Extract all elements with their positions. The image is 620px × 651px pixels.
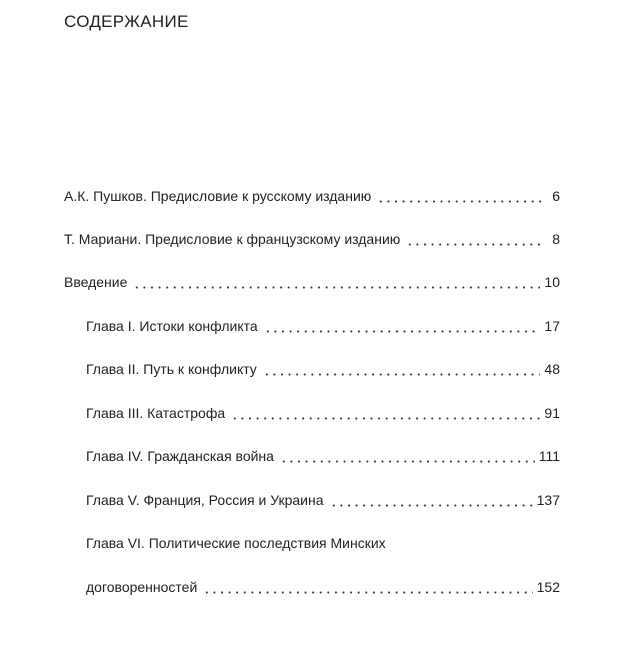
dot-leader <box>264 317 541 335</box>
toc-entry-chapter-5 <box>86 489 560 509</box>
toc-entry-chapter-1 <box>86 315 560 335</box>
toc-entry-label: Глава II. Путь к конфликту <box>86 361 257 377</box>
toc-entry-preface-russian <box>64 185 560 205</box>
toc-entry-label: Глава I. Истоки конфликта <box>86 318 258 334</box>
toc-entry-introduction <box>64 271 560 291</box>
dot-leader <box>280 447 535 465</box>
toc-entry-label: Введение <box>64 274 128 290</box>
toc-entry-label: Т. Мариани. Предисловие к французскому изданию <box>64 231 401 247</box>
toc-entry-label: Глава IV. Гражданская война <box>86 448 274 464</box>
toc-entry-chapter-6 <box>86 576 560 596</box>
toc-entry-preface-french <box>64 228 560 248</box>
toc-entry-chapter-3 <box>86 402 560 422</box>
toc-entry-label: договоренностей <box>86 579 198 595</box>
dot-leader <box>377 187 542 205</box>
dot-leader <box>133 273 540 291</box>
dot-leader <box>263 360 541 378</box>
dot-leader <box>406 230 542 248</box>
toc-entry-page: 152 <box>536 579 560 595</box>
toc-entry-label: Глава V. Франция, Россия и Украина <box>86 492 324 508</box>
dot-leader <box>231 404 540 422</box>
toc-entry-page: 8 <box>552 231 560 247</box>
page-title: СОДЕРЖАНИЕ <box>64 12 189 31</box>
toc-entry-page: 111 <box>538 448 560 464</box>
toc-entry-page: 91 <box>544 405 560 421</box>
toc-entry-label: Глава III. Катастрофа <box>86 405 226 421</box>
toc-entry-chapter-2 <box>86 358 560 378</box>
dot-leader <box>203 578 532 596</box>
toc-entry-page: 6 <box>552 188 560 204</box>
toc-entry-page: 17 <box>544 318 560 334</box>
toc-entry-chapter-4 <box>86 445 560 465</box>
dot-leader <box>330 491 533 509</box>
toc-entry-label: А.К. Пушков. Предисловие к русскому изданию <box>64 188 372 204</box>
toc-entry-page: 10 <box>544 274 560 290</box>
toc-entry-chapter-6-line1: Глава VI. Политические последствия Минских <box>86 535 386 551</box>
toc-entry-page: 48 <box>544 361 560 377</box>
toc-entry-page: 137 <box>536 492 560 508</box>
